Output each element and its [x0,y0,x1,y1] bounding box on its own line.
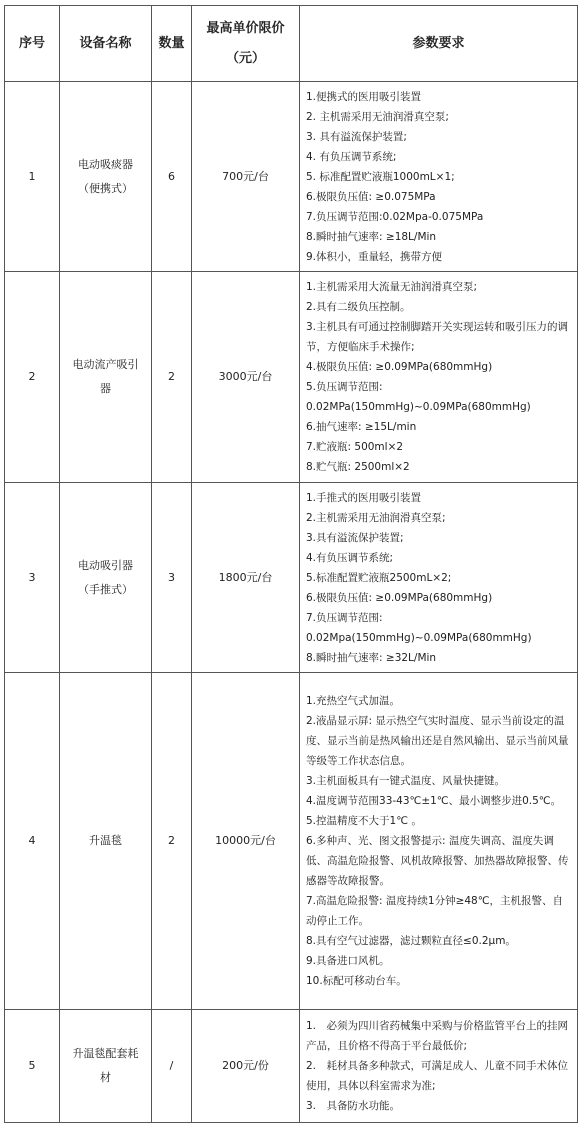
row-params [300,272,578,483]
row-qty: 6 [152,82,192,272]
param-line: 1.便携式的医用吸引装置 [306,90,422,103]
param-line: 8.瞬时抽气速率: ≥18L/Min [306,230,437,243]
param-line: 4.温度调节范围33-43℃±1℃、最小调整步进0.5℃。 [306,795,562,807]
row-no: 3 [5,483,60,673]
header-no: 序号 [5,6,60,82]
row-name: 电动流产吸引器 [60,272,152,483]
param-line: 4. 有负压调节系统; [306,150,397,163]
row-price: 200元/份 [192,1010,300,1123]
param-line: 1.充热空气式加温。 [306,695,401,707]
table-row [5,673,578,1010]
row-qty: 3 [152,483,192,673]
row-name: 电动吸引器（手推式） [60,483,152,673]
param-line: 6.抽气速率: ≥15L/min [306,421,417,433]
param-line: 8.贮气瓶: 2500ml×2 [306,461,410,473]
param-line: 5.标准配置贮液瓶2500mL×2; [306,571,452,584]
param-line: 2. 主机需采用无油润滑真空泵; [306,110,449,123]
param-line: 8.瞬时抽气速率: ≥32L/Min [306,651,437,664]
row-price: 10000元/台 [192,673,300,1010]
param-line: 1. 必须为四川省药械集中采购与价格监管平台上的挂网产品，且价格不得高于平台最低价; [306,1020,569,1052]
row-no: 2 [5,272,60,483]
param-line: 3.具有溢流保护装置; [306,531,404,544]
param-line: 4.极限负压值: ≥0.09MPa(680mmHg) [306,361,493,373]
row-params [300,673,578,1010]
header-qty: 数量 [152,6,192,82]
param-line: 3.主机面板具有一键式温度、风量快捷键。 [306,775,506,787]
row-qty: 2 [152,272,192,483]
param-line: 3.主机具有可通过控制脚踏开关实现运转和吸引压力的调节，方便临床手术操作; [306,321,569,353]
param-line: 3. 具备防水功能。 [306,1100,401,1112]
param-line: 2.液晶显示屏: 显示热空气实时温度、显示当前设定的温度、显示当前是热风输出还是自然风输出、显示当前风量等级等工作状态信息。 [306,715,569,767]
header-params: 参数要求 [300,6,578,82]
param-line: 7.负压调节范围:0.02Mpa-0.075MPa [306,210,484,223]
param-line: 2. 耗材具备多种款式，可满足成人、儿童不同手术体位使用，具体以科室需求为准; [306,1060,569,1092]
row-price: 3000元/台 [192,272,300,483]
param-line: 6.极限负压值: ≥0.09MPa(680mmHg) [306,591,493,604]
procurement-table [4,5,578,1123]
param-line: 7.高温危险报警: 温度持续1分钟≥48℃，主机报警、自动停止工作。 [306,895,564,927]
row-no: 4 [5,673,60,1010]
header-row [5,6,578,82]
param-line: 7.贮液瓶: 500ml×2 [306,441,404,453]
param-line: 6.多种声、光、图文报警提示: 温度失调高、温度失调低、高温危险报警、风机故障报警、加热器故障报警、传感器等故障报警。 [306,835,569,887]
param-line: 10.标配可移动台车。 [306,975,407,987]
header-name: 设备名称 [60,6,152,82]
param-line: 9.体积小，重量轻，携带方便 [306,250,443,263]
row-price: 1800元/台 [192,483,300,673]
param-line: 2.主机需采用无油润滑真空泵; [306,511,446,524]
table-row [5,1010,578,1123]
row-params [300,1010,578,1123]
row-name: 升温毯配套耗材 [60,1010,152,1123]
param-line: 5. 标准配置贮液瓶1000mL×1; [306,170,455,183]
header-price: 最高单价限价（元） [192,6,300,82]
param-line: 5.控温精度不大于1℃ 。 [306,815,422,827]
param-line: 7.负压调节范围: 0.02Mpa(150mmHg)~0.09MPa(680mmHg) [306,611,532,644]
param-line: 8.具有空气过滤器，滤过颗粒直径≤0.2μm。 [306,935,516,947]
row-name: 电动吸痰器（便携式） [60,82,152,272]
param-line: 2.具有二级负压控制。 [306,301,411,313]
param-line: 3. 具有溢流保护装置; [306,130,407,143]
row-qty: 2 [152,673,192,1010]
table-row [5,82,578,272]
row-no: 5 [5,1010,60,1123]
row-no: 1 [5,82,60,272]
row-params [300,483,578,673]
row-params [300,82,578,272]
param-line: 9.具备进口风机。 [306,955,390,967]
param-line: 6.极限负压值: ≥0.075MPa [306,190,436,203]
param-line: 5.负压调节范围: 0.02MPa(150mmHg)~0.09MPa(680mmHg) [306,381,531,413]
param-line: 1.手推式的医用吸引装置 [306,491,422,504]
param-line: 4.有负压调节系统; [306,551,394,564]
table-row [5,483,578,673]
table-row [5,272,578,483]
param-line: 1.主机需采用大流量无油润滑真空泵; [306,281,478,293]
row-qty: / [152,1010,192,1123]
row-price: 700元/台 [192,82,300,272]
row-name: 升温毯 [60,673,152,1010]
